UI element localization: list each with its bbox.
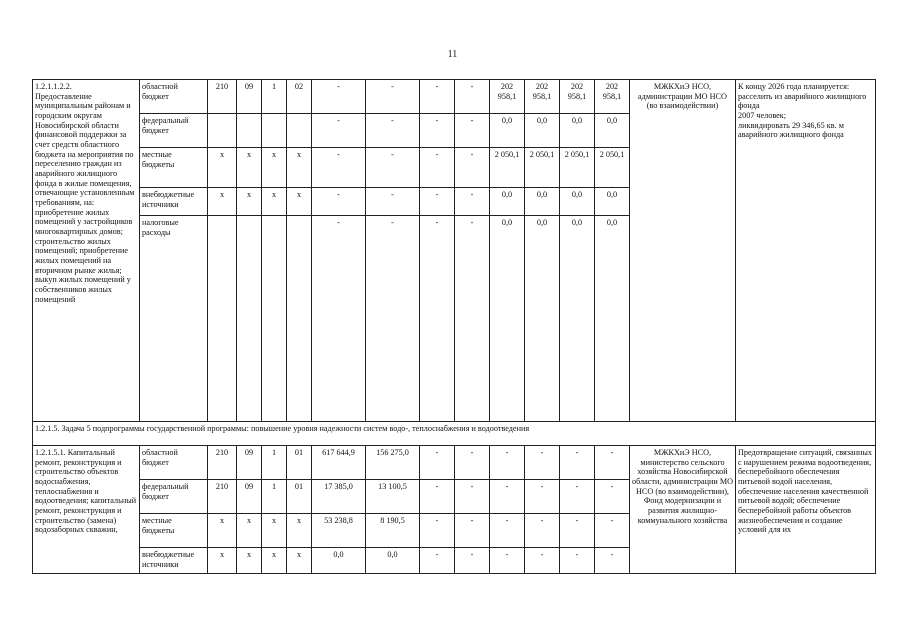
cell-c4 <box>287 216 312 422</box>
cell-c1 <box>208 114 237 148</box>
measure-description-text: 1.2.1.5.1. Капитальный ремонт, реконструкция и строительство объектов водоснабжения, теплоснабжения и водоотведения; капитальный ремонт, реконструкция и строительство (замена) водозаборных скважин, <box>35 448 137 535</box>
cell-c4: 01 <box>287 446 312 480</box>
cell-v7: - <box>560 514 595 548</box>
executor: МЖКХиЭ НСО, министерство сельского хозяйства Новосибирской области, администрации МО НСО (во взаимодействии), Фонд модернизации и развития жилищно-коммунального хозяйства <box>630 446 736 574</box>
cell-v4: - <box>455 480 490 514</box>
cell-c2: x <box>237 514 262 548</box>
cell-v7: - <box>560 480 595 514</box>
cell-v2: 13 100,5 <box>366 480 420 514</box>
cell-v4: - <box>455 216 490 422</box>
cell-v6: 2 050,1 <box>525 148 560 188</box>
funding-source: внебюджетные источники <box>140 188 208 216</box>
cell-c2 <box>237 216 262 422</box>
expected-result <box>736 80 876 422</box>
cell-c1: x <box>208 148 237 188</box>
cell-c4: x <box>287 548 312 574</box>
cell-v7: 0,0 <box>560 114 595 148</box>
cell-c1: 210 <box>208 80 237 114</box>
cell-v1: 617 644,9 <box>312 446 366 480</box>
cell-v7: 2 050,1 <box>560 148 595 188</box>
cell-c3 <box>262 216 287 422</box>
cell-c2 <box>237 114 262 148</box>
cell-c4: 02 <box>287 80 312 114</box>
cell-v7: - <box>560 548 595 574</box>
funding-source: налоговые расходы <box>140 216 208 422</box>
section-title: 1.2.1.5. Задача 5 подпрограммы государственной программы: повышение уровня надежности систем водо-, теплоснабжения и водоотведения <box>33 422 876 446</box>
cell-v1: - <box>312 148 366 188</box>
cell-v8: - <box>595 514 630 548</box>
cell-c1: 210 <box>208 480 237 514</box>
cell-v2: - <box>366 216 420 422</box>
cell-c3: x <box>262 148 287 188</box>
cell-v3: - <box>420 80 455 114</box>
block1-body <box>33 80 876 422</box>
funding-source: федеральный бюджет <box>140 480 208 514</box>
cell-v4: - <box>455 114 490 148</box>
cell-c4: x <box>287 514 312 548</box>
cell-v5: - <box>490 548 525 574</box>
cell-v1: 53 238,8 <box>312 514 366 548</box>
table-row <box>33 446 876 480</box>
cell-c2: x <box>237 188 262 216</box>
cell-c2: 09 <box>237 480 262 514</box>
cell-v6: - <box>525 514 560 548</box>
cell-v4: - <box>455 80 490 114</box>
funding-source: местные бюджеты <box>140 514 208 548</box>
cell-v8: 0,0 <box>595 114 630 148</box>
cell-c1: x <box>208 188 237 216</box>
cell-v7: 0,0 <box>560 216 595 422</box>
cell-c4: x <box>287 148 312 188</box>
expected-result-text: К концу 2026 года планируется: расселить из аварийного жилищного фонда 2007 человек; ликвидировать 29 346,65 кв. м аварийного жилищного фонда <box>738 82 867 140</box>
cell-v4: - <box>455 188 490 216</box>
cell-v2: - <box>366 80 420 114</box>
cell-v4: - <box>455 148 490 188</box>
cell-v8: 2 050,1 <box>595 148 630 188</box>
cell-c3: 1 <box>262 446 287 480</box>
cell-v1: 17 385,0 <box>312 480 366 514</box>
cell-v2: 0,0 <box>366 548 420 574</box>
table-row <box>33 80 876 114</box>
page-number: 11 <box>447 49 458 60</box>
cell-v5: - <box>490 446 525 480</box>
cell-c1: x <box>208 548 237 574</box>
funding-source: местные бюджеты <box>140 148 208 188</box>
cell-c2: 09 <box>237 80 262 114</box>
cell-c2: x <box>237 548 262 574</box>
funding-source: областной бюджет <box>140 80 208 114</box>
cell-v8: - <box>595 480 630 514</box>
cell-v1: 0,0 <box>312 548 366 574</box>
cell-v8: - <box>595 548 630 574</box>
cell-v3: - <box>420 514 455 548</box>
cell-v1: - <box>312 80 366 114</box>
funding-source: внебюджетные источники <box>140 548 208 574</box>
cell-v8: 202 958,1 <box>595 80 630 114</box>
cell-v8: 0,0 <box>595 216 630 422</box>
cell-v6: - <box>525 548 560 574</box>
cell-v3: - <box>420 548 455 574</box>
cell-c4: 01 <box>287 480 312 514</box>
executor: МЖКХиЭ НСО, администрации МО НСО (во взаимодействии) <box>630 80 736 422</box>
cell-v3: - <box>420 114 455 148</box>
cell-v5: - <box>490 480 525 514</box>
cell-v5: 0,0 <box>490 114 525 148</box>
cell-v8: 0,0 <box>595 188 630 216</box>
cell-v2: - <box>366 114 420 148</box>
cell-c4: x <box>287 188 312 216</box>
cell-v1: - <box>312 188 366 216</box>
program-table <box>32 79 876 574</box>
funding-source: областной бюджет <box>140 446 208 480</box>
cell-v2: - <box>366 148 420 188</box>
cell-v6: 0,0 <box>525 216 560 422</box>
cell-c3: x <box>262 514 287 548</box>
cell-c2: x <box>237 148 262 188</box>
cell-c3: 1 <box>262 480 287 514</box>
cell-c1 <box>208 216 237 422</box>
cell-v7: 0,0 <box>560 188 595 216</box>
cell-v3: - <box>420 480 455 514</box>
cell-v5: 2 050,1 <box>490 148 525 188</box>
cell-v5: - <box>490 514 525 548</box>
cell-v5: 0,0 <box>490 188 525 216</box>
cell-v6: 0,0 <box>525 188 560 216</box>
cell-v5: 0,0 <box>490 216 525 422</box>
cell-v5: 202 958,1 <box>490 80 525 114</box>
measure-description-text: 1.2.1.1.2.2. Предоставление муниципальным районам и городским округам Новосибирской области финансовой поддержки за счет средств областного бюджета на мероприятия по переселению граждан из аварийного жилищного фонда в жилые помещения, отвечающие установленным требованиям, на: приобретение жилых помещений у застройщиков многоквартирных домов; строительство жилых помещений; приобретение жилых помещений на вторичном рынке жилья; выкуп жилых помещений у собственников жилых помещений <box>35 82 135 304</box>
cell-v6: 0,0 <box>525 114 560 148</box>
funding-source: федеральный бюджет <box>140 114 208 148</box>
cell-v8: - <box>595 446 630 480</box>
cell-v7: 202 958,1 <box>560 80 595 114</box>
cell-v7: - <box>560 446 595 480</box>
cell-v2: - <box>366 188 420 216</box>
block2-body <box>33 446 876 574</box>
section-row <box>33 422 876 446</box>
cell-c1: x <box>208 514 237 548</box>
cell-c3: x <box>262 548 287 574</box>
cell-c3: 1 <box>262 80 287 114</box>
cell-v2: 156 275,0 <box>366 446 420 480</box>
cell-v3: - <box>420 446 455 480</box>
cell-v4: - <box>455 514 490 548</box>
cell-v3: - <box>420 188 455 216</box>
cell-v2: 8 190,5 <box>366 514 420 548</box>
cell-v4: - <box>455 548 490 574</box>
cell-c1: 210 <box>208 446 237 480</box>
cell-v3: - <box>420 216 455 422</box>
cell-c3 <box>262 114 287 148</box>
cell-v4: - <box>455 446 490 480</box>
cell-v1: - <box>312 216 366 422</box>
expected-result <box>736 446 876 574</box>
cell-v3: - <box>420 148 455 188</box>
expected-result-text: Предотвращение ситуаций, связанных с нарушением режима водоотведения, бесперебойного обеспечения питьевой водой населения, обеспечение населения качественной питьевой водой; обеспечение бесперебойной работы объектов жизнеобеспечения и создание условий для их <box>738 448 872 535</box>
cell-v6: - <box>525 480 560 514</box>
measure-description <box>33 80 140 422</box>
measure-description <box>33 446 140 574</box>
cell-v6: 202 958,1 <box>525 80 560 114</box>
cell-c3: x <box>262 188 287 216</box>
cell-v6: - <box>525 446 560 480</box>
cell-c2: 09 <box>237 446 262 480</box>
cell-v1: - <box>312 114 366 148</box>
cell-c4 <box>287 114 312 148</box>
